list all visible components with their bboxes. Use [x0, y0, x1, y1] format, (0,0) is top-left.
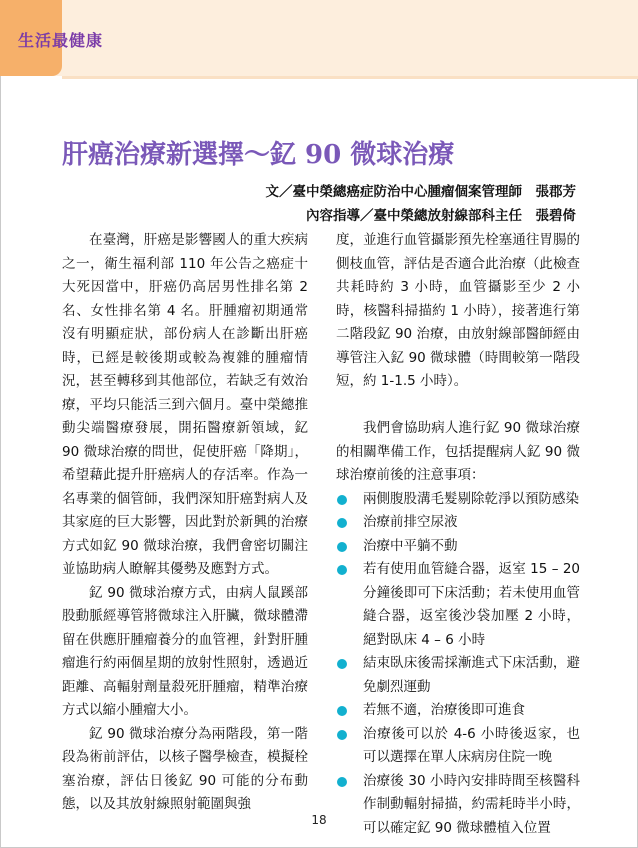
- list-item-text: 治療中平躺不動: [363, 537, 458, 554]
- list-item-text: 若有使用血管縫合器，返室 15 – 20 分鐘後即可下床活動；若未使用血管縫合器，返室後沙袋加壓 2 小時，絕對臥床 4 – 6 小時: [363, 561, 580, 648]
- bullet-dot-icon: [337, 565, 347, 575]
- bullet-dot-icon: [337, 518, 347, 528]
- paragraph-procedure: 釔 90 微球治療方式，由病人鼠蹊部股動脈經導管將微球注入肝臟，微球體滯留在供應肝腫瘤養分的血管裡，針對肝腫瘤進行約兩個星期的放射性照射，透過近距離、高輻射劑量殺死肝腫瘤，精準治療方式以縮小腫瘤大小。: [62, 584, 308, 718]
- list-item-text: 治療後可以於 4-6 小時後返家，也可以選擇在單人床病房住院一晚: [363, 725, 580, 765]
- paragraph-gap: [336, 394, 580, 418]
- paragraph-stages: 釔 90 微球治療分為兩階段，第一階段為術前評估，以核子醫學檢查，模擬栓塞治療，評估日後釔 90 可能的分布動態，以及其放射線照射範圍與強: [62, 725, 308, 812]
- paragraph-preparation-intro: 我們會協助病人進行釔 90 微球治療的相關準備工作，包括提醒病人釔 90 微球治療前後的注意事項：: [336, 420, 580, 483]
- page-number: 18: [311, 813, 327, 827]
- bullet-dot-icon: [337, 730, 347, 740]
- list-item: [336, 723, 580, 770]
- left-column: [62, 229, 308, 817]
- list-item-text: 結束臥床後需採漸進式下床活動，避免劇烈運動: [363, 655, 580, 695]
- precaution-list: [336, 488, 580, 841]
- bullet-dot-icon: [337, 777, 347, 787]
- right-column: [336, 229, 580, 840]
- list-item-text: 兩側腹股溝毛髮剔除乾淨以預防感染: [363, 490, 579, 507]
- list-item: [336, 511, 580, 535]
- list-item: [336, 558, 580, 652]
- section-label: 生活最健康: [18, 31, 104, 50]
- byline: [266, 180, 577, 228]
- list-item-text: 若無不適，治療後即可進食: [363, 702, 525, 718]
- list-item-text: 治療後 30 小時內安排時間至核醫科作制動輻射掃描，約需耗時半小時，可以確定釔 90 微球體植入位置: [363, 772, 580, 836]
- paragraph-intro: 在臺灣，肝癌是影響國人的重大疾病之一，衛生福利部 110 年公告之癌症十大死因當中，肝癌仍高居男性排名第 2 名、女性排名第 4 名。肝腫瘤初期通常沒有明顯症狀，部份病人在診斷出肝癌時，已經是較後期或較為複雜的腫瘤情況，甚至轉移到其他部位，若缺乏有效治療，平均只能活三到六個月。臺中榮總推動尖端醫療發展，開拓醫療新領域，釔 90 微球治療的問世，促使肝癌「降期」，希望藉此提升肝癌病人的存活率。作為一名專業的個管師，我們深知肝癌對病人及其家庭的巨大影響，因此對於新興的治療方式如釔 90 微球治療，我們會密切關注並協助病人瞭解其優勢及應對方式。: [62, 232, 308, 577]
- byline-supervisor: 內容指導／臺中榮總放射線部科主任 張碧倚: [306, 208, 576, 224]
- article-title: 肝癌治療新選擇～釔 90 微球治療: [62, 140, 455, 170]
- bullet-dot-icon: [337, 495, 347, 505]
- bullet-dot-icon: [337, 659, 347, 669]
- list-item: [336, 488, 580, 512]
- list-item: [336, 699, 580, 723]
- list-item: [336, 770, 580, 841]
- list-item: [336, 535, 580, 559]
- bullet-dot-icon: [337, 542, 347, 552]
- list-item-text: 治療前排空尿液: [363, 514, 458, 530]
- paragraph-continuation: 度，並進行血管攝影預先栓塞通往胃腸的側枝血管，評估是否適合此治療（此檢查共耗時約 3 小時，血管攝影至少 2 小時，核醫科掃描約 1 小時），接著進行第二階段釔 90 治療，由放射線部醫師經由導管注入釔 90 微球體（時間較第一階段短，約 1-1.5 小時）。: [336, 232, 580, 389]
- byline-author: 文／臺中榮總癌症防治中心腫瘤個案管理師 張郡芳: [265, 184, 576, 200]
- list-item: [336, 652, 580, 699]
- header-rule: [62, 76, 638, 79]
- bullet-dot-icon: [337, 706, 347, 716]
